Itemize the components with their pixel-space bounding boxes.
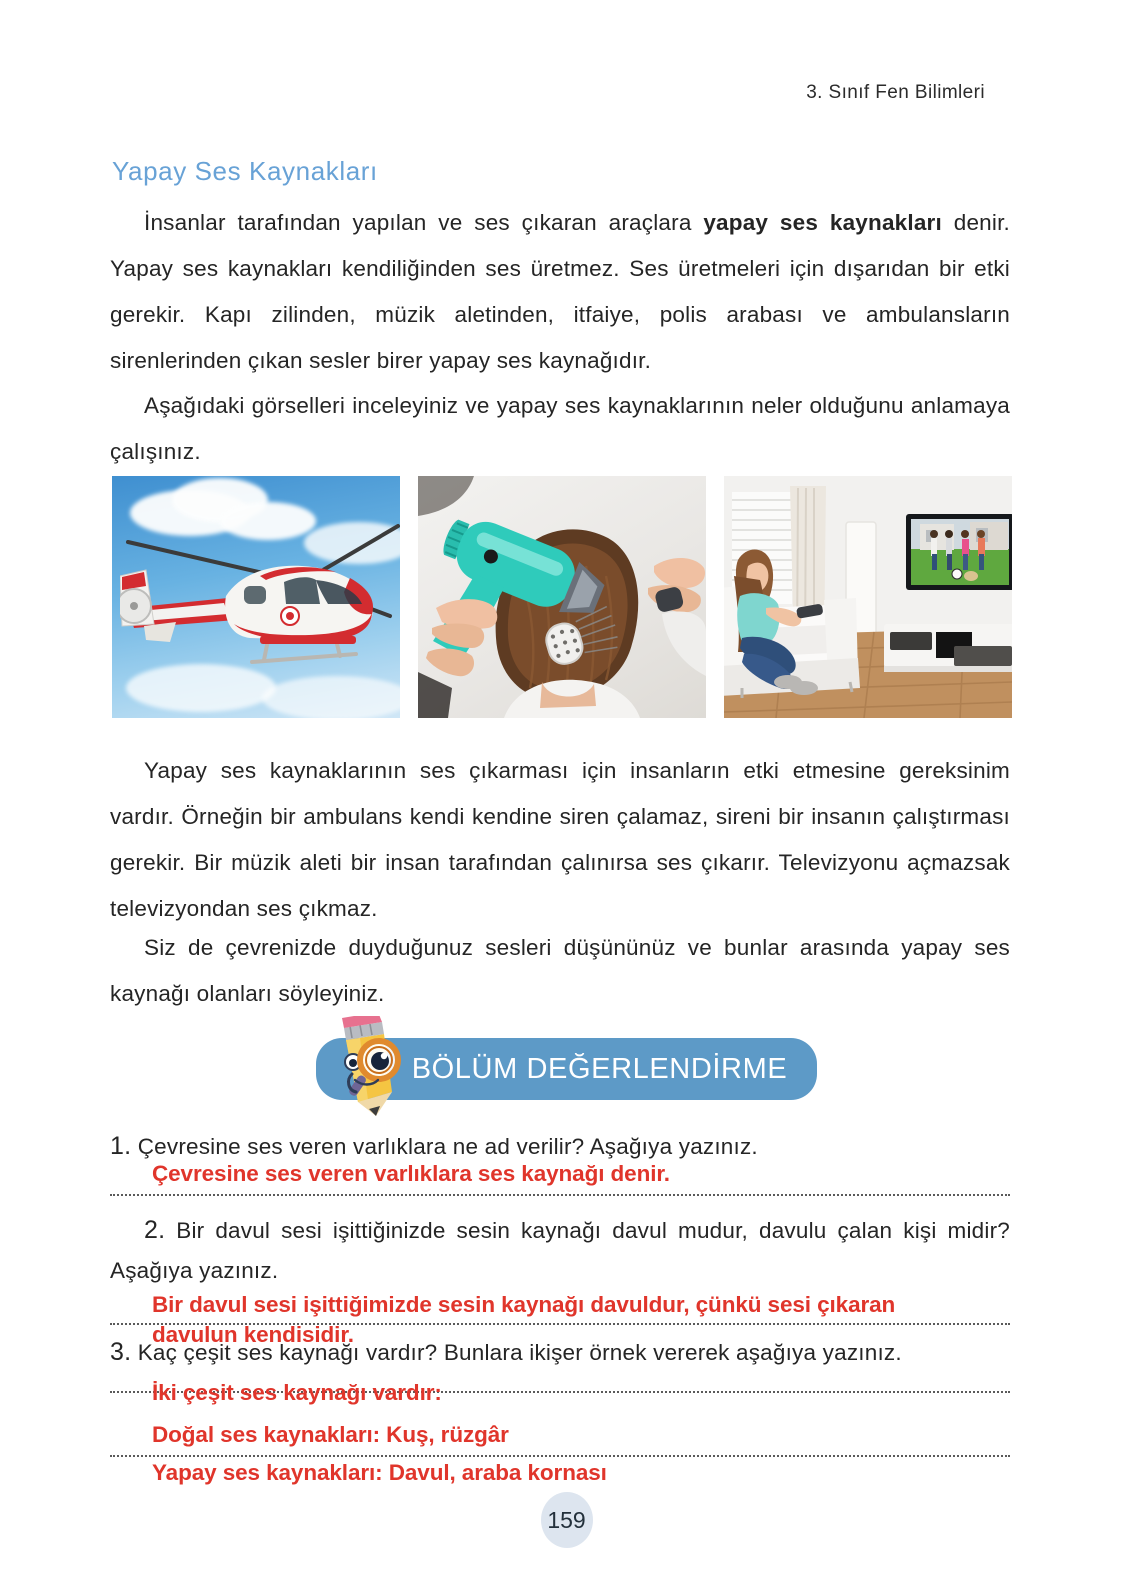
paragraph-explanation: Yapay ses kaynaklarının ses çıkarması için insanların etki etmesine gereksinim vardır. Örneğin bir ambulans kendi kendine siren çalamaz, sireni bir insanın çalıştırması gerekir. Bir müzik aleti bir insan tarafından çalınırsa ses çıkarır. Televizyonu açmazsak televizyondan ses çıkmaz.	[110, 758, 1010, 921]
paragraph-intro-part2: denir. Yapay ses kaynakları kendiliğinden ses üretmez. Ses üretmeleri için dışarıdan bir etki gerekir. Kapı zilinden, müzik aletinden, itfaiye, polis arabası ve ambulansların sirenlerinden çıkan sesler birer yapay ses kaynağıdır.	[110, 210, 1010, 373]
section-heading: Yapay Ses Kaynakları	[112, 156, 378, 186]
paragraph-explanation-wrapper	[110, 748, 1010, 932]
page-number: 159	[541, 1492, 593, 1548]
paragraph-intro-bold: yapay ses kaynakları	[703, 210, 942, 235]
question-2	[110, 1210, 1010, 1291]
answer-2-line-1[interactable]: Bir davul sesi işittiğimizde sesin kaynağı davuldur, çünkü sesi çıkaran	[152, 1292, 896, 1317]
helicopter-illustration	[120, 520, 400, 670]
question-1-number: 1.	[110, 1132, 132, 1160]
answer-2-line-2[interactable]: davulun kendisidir.	[152, 1322, 354, 1347]
answer-1-line-1[interactable]: Çevresine ses veren varlıklara ses kaynağı denir.	[152, 1161, 670, 1186]
paragraph-instruction-wrapper	[110, 383, 1010, 475]
answer-3-line-1[interactable]: İki çeşit ses kaynağı vardır:	[152, 1380, 442, 1405]
living-room-illustration	[724, 476, 1012, 718]
answer-3-line-3[interactable]: Yapay ses kaynakları: Davul, araba kornası	[152, 1460, 607, 1485]
question-3-number: 3.	[110, 1338, 132, 1366]
question-2-text: Bir davul sesi işittiğinizde sesin kaynağı davul mudur, davulu çalan kişi midir? Aşağıya yazınız.	[110, 1218, 1011, 1283]
question-3-text: Kaç çeşit ses kaynağı vardır? Bunlara ikişer örnek vererek aşağıya yazınız.	[137, 1340, 902, 1365]
paragraph-instruction: Aşağıdaki görselleri inceleyiniz ve yapay ses kaynaklarının neler olduğunu anlamaya çalışınız.	[110, 393, 1010, 464]
paragraph-intro-part1: İnsanlar tarafından yapılan ve ses çıkaran araçlara	[144, 210, 704, 235]
question-1-text: Çevresine ses veren varlıklara ne ad verilir? Aşağıya yazınız.	[137, 1134, 758, 1159]
photo-hair-dryer	[418, 476, 706, 718]
photo-television-living-room	[724, 476, 1012, 718]
paragraph-intro-wrapper	[110, 200, 1010, 384]
cloud-shape	[126, 664, 276, 712]
evaluation-banner-wrapper	[0, 1038, 1133, 1100]
answer-rule	[110, 1194, 1010, 1198]
evaluation-banner-title: BÖLÜM DEĞERLENDİRME	[411, 1052, 788, 1085]
cloud-shape	[262, 676, 400, 718]
question-2-number: 2.	[144, 1216, 166, 1244]
paragraph-intro	[110, 200, 1010, 384]
photo-ambulance-helicopter	[112, 476, 400, 718]
hair-dryer-illustration	[418, 476, 706, 718]
photo-row	[112, 476, 1012, 718]
pencil-detective-mascot-icon	[322, 1016, 414, 1118]
paragraph-activity-wrapper	[110, 925, 1010, 1017]
question-3	[110, 1332, 1010, 1373]
evaluation-banner	[316, 1038, 818, 1100]
answer-3-line-2[interactable]: Doğal ses kaynakları: Kuş, rüzgâr	[152, 1422, 509, 1447]
running-head: 3. Sınıf Fen Bilimleri	[806, 82, 985, 103]
paragraph-activity: Siz de çevrenizde duyduğunuz sesleri düşününüz ve bunlar arasında yapay ses kaynağı olanları söyleyiniz.	[110, 935, 1010, 1006]
